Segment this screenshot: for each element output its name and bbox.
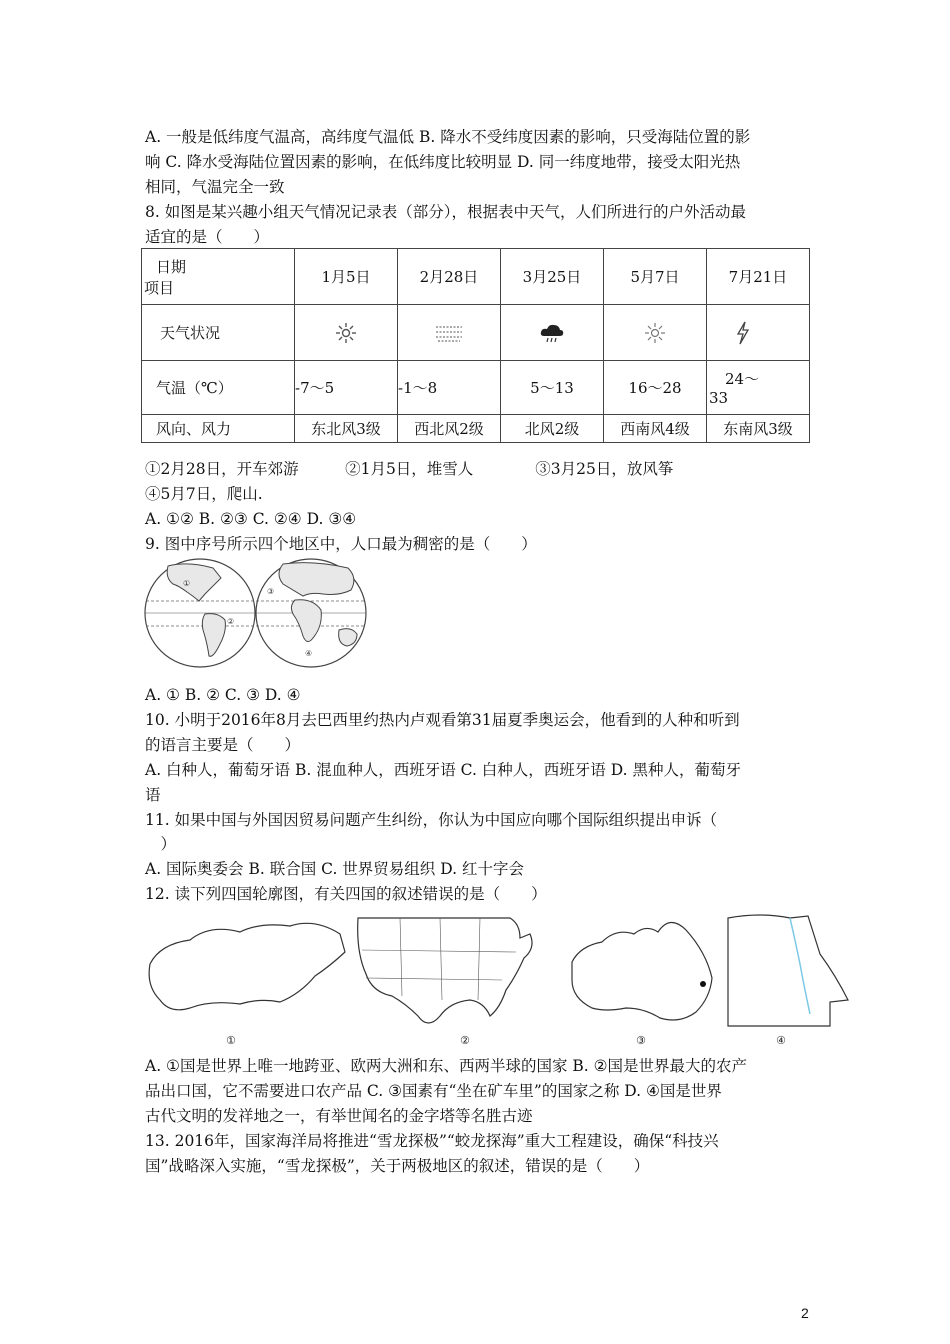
q7-option-line-3: 相同，气温完全一致	[145, 178, 285, 196]
q12-answers-line-2: 品出口国，它不需要进口农产品 C. ③国素有“坐在矿车里”的国家之称 D. ④国是世界	[145, 1082, 722, 1100]
page-number: 2	[801, 1305, 809, 1321]
date-cell: 2月28日	[398, 249, 501, 305]
sun-icon	[644, 322, 666, 344]
wind-cell: 北风2级	[501, 415, 604, 443]
table-row-dates	[142, 249, 810, 305]
world-hemispheres-map	[143, 556, 368, 671]
wind-cell: 西北风2级	[398, 415, 501, 443]
weather-record-table	[141, 248, 810, 443]
table-row-temperature	[142, 361, 810, 415]
table-row-weather	[142, 305, 810, 361]
q8-answers: A. ①② B. ②③ C. ②④ D. ③④	[145, 510, 357, 528]
q10-answers-line-1: A. 白种人，葡萄牙语 B. 混血种人，西班牙语 C. 白种人，西班牙语 D. 黑种人，葡萄牙	[145, 761, 741, 779]
globe-label: ③	[267, 587, 275, 596]
temperature-cell: -7～5	[295, 361, 398, 415]
q12-answers-line-1: A. ①国是世界上唯一地跨亚、欧两大洲和东、西两半球的国家 B. ②国是世界最大的农产	[145, 1057, 748, 1075]
country-outlines-map	[140, 904, 852, 1046]
wind-cell: 东南风3级	[707, 415, 810, 443]
corner-item-label: 项目	[144, 278, 175, 297]
wind-label: 风向、风力	[142, 415, 295, 443]
temperature-top: 24～	[725, 370, 760, 388]
q11-stem-line-1: 11. 如果中国与外国因贸易问题产生纠纷，你认为中国应向哪个国际组织提出申诉（	[145, 811, 718, 829]
q7-option-line-1: A. 一般是低纬度气温高，高纬度气温低 B. 降水不受纬度因素的影响，只受海陆位置的影	[145, 128, 751, 146]
haze-icon	[434, 323, 464, 343]
q11-stem-line-2: ）	[145, 835, 177, 853]
weather-cell	[501, 305, 604, 361]
weather-cell	[398, 305, 501, 361]
date-cell: 3月25日	[501, 249, 604, 305]
q13-stem-line-1: 13. 2016年，国家海洋局将推进“雪龙探极”“蛟龙探海”重大工程建设，确保“科技兴	[145, 1132, 719, 1150]
country-label: ①	[226, 1034, 236, 1046]
globe-label: ④	[305, 649, 313, 658]
egypt-outline	[728, 915, 848, 1026]
date-cell: 5月7日	[604, 249, 707, 305]
q9-answers: A. ① B. ② C. ③ D. ④	[145, 686, 301, 704]
table-row-wind	[142, 415, 810, 443]
q10-stem-line-2: 的语言主要是（ ）	[145, 736, 301, 754]
globe-label: ①	[183, 579, 191, 588]
country-label: ④	[776, 1034, 786, 1046]
q10-stem-line-1: 10. 小明于2016年8月去巴西里约热内卢观看第31届夏季奥运会，他看到的人种和听到	[145, 711, 740, 729]
usa-outline	[358, 918, 532, 1023]
rain-cloud-icon	[539, 322, 565, 344]
date-cell: 7月21日	[707, 249, 810, 305]
q8-options-line-2: ④5月7日，爬山.	[145, 485, 263, 503]
weather-cell	[707, 305, 810, 361]
temperature-cell: 16～28	[604, 361, 707, 415]
date-cell: 1月5日	[295, 249, 398, 305]
q9-stem: 9. 图中序号所示四个地区中，人口最为稠密的是（ ）	[145, 535, 537, 553]
q12-answers-line-3: 古代文明的发祥地之一，有举世闻名的金字塔等名胜古迹	[145, 1107, 533, 1125]
temperature-cell	[707, 361, 810, 415]
table-header-corner	[142, 249, 295, 305]
wind-cell: 西南风4级	[604, 415, 707, 443]
temperature-bottom: 33	[709, 389, 729, 407]
temperature-cell: -1～8	[398, 361, 501, 415]
lightning-icon	[735, 321, 751, 345]
weather-cell	[295, 305, 398, 361]
q8-stem-line-2: 适宜的是（ ）	[145, 228, 270, 246]
country-label: ③	[636, 1034, 646, 1046]
wind-cell: 东北风3级	[295, 415, 398, 443]
weather-label: 天气状况	[142, 305, 295, 361]
q13-stem-line-2: 国”战略深入实施，“雪龙探极”，关于两极地区的叙述，错误的是（ ）	[145, 1157, 650, 1175]
temperature-label: 气温（℃）	[142, 361, 295, 415]
country-label: ②	[460, 1034, 470, 1046]
russia-outline	[149, 923, 345, 1009]
q7-option-line-2: 响 C. 降水受海陆位置因素的影响，在低纬度比较明显 D. 同一纬度地带，接受太阳光热	[145, 153, 741, 171]
weather-cell	[604, 305, 707, 361]
q10-answers-line-2: 语	[145, 786, 161, 804]
q12-stem: 12. 读下列四国轮廓图，有关四国的叙述错误的是（ ）	[145, 885, 547, 903]
globe-label: ②	[227, 617, 235, 626]
temperature-cell: 5～13	[501, 361, 604, 415]
australia-outline	[572, 922, 712, 1020]
q11-answers: A. 国际奥委会 B. 联合国 C. 世界贸易组织 D. 红十字会	[145, 860, 524, 878]
q8-stem-line-1: 8. 如图是某兴趣小组天气情况记录表（部分），根据表中天气，人们所进行的户外活动最	[145, 203, 746, 221]
sun-icon	[335, 322, 357, 344]
corner-date-label: 日期	[156, 257, 187, 276]
q8-options-line-1: ①2月28日，开车郊游 ②1月5日，堆雪人 ③3月25日，放风筝	[145, 460, 674, 478]
